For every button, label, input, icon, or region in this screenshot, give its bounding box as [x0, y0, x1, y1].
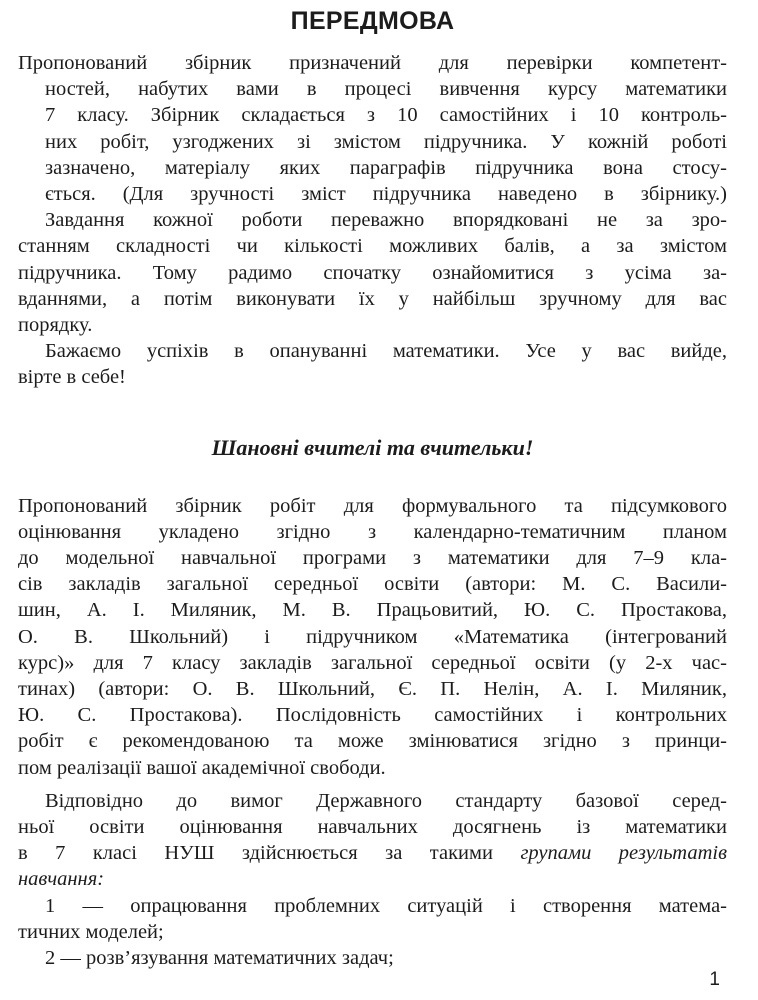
text-line: вданнями, а потім виконувати їх у найбільш зручному для вас — [18, 287, 727, 310]
text-line: О. В. Школьний) і підручником «Математика (інтегрований — [18, 625, 727, 648]
text-fragment: в 7 класі НУШ здійснюється за такими — [18, 842, 521, 865]
text-line: Завдання кожної роботи переважно впорядковані не за зро- — [45, 209, 727, 232]
text-line: 7 класу. Збірник складається з 10 самостійних і 10 контроль- — [45, 104, 727, 127]
preface-paragraph-3 — [18, 338, 727, 390]
text-line: до модельної навчальної програми з математики для 7–9 кла- — [18, 547, 727, 570]
text-line: Ю. С. Простакова). Послідовність самостійних і контрольних — [18, 704, 727, 727]
text-line: ється. (Для зручності зміст підручника наведено в збірнику.) — [45, 183, 727, 206]
text-line: ностей, набутих вами в процесі вивчення курсу математики — [45, 78, 727, 101]
text-line: тичних моделей; — [18, 920, 164, 943]
text-line: оцінювання укладено згідно з календарно-тематичним планом — [18, 520, 727, 543]
text-line: зазначено, матеріалу яких параграфів підручника вона стосу- — [45, 156, 727, 179]
teachers-paragraph-1 — [18, 493, 727, 781]
emphasis-text: групами результатів — [520, 842, 727, 865]
text-line: робіт є рекомендованою та може змінюватися згідно з принци- — [18, 730, 727, 753]
text-line: ньої освіти оцінювання навчальних досягнень із математики — [18, 816, 727, 839]
text-line: Пропонований збірник робіт для формувального та підсумкового — [18, 494, 727, 517]
text-line: підручника. Тому радимо спочатку ознайомитися з усіма за- — [18, 261, 727, 284]
page-title: ПЕРЕДМОВА — [290, 7, 455, 35]
preface-paragraph-2 — [18, 207, 727, 338]
emphasis-text: навчання: — [18, 868, 105, 891]
teachers-paragraph-2 — [18, 788, 727, 893]
text-line: 2 — розв’язування математичних задач; — [45, 947, 394, 970]
page-number: 1 — [709, 969, 720, 990]
text-line: Пропонований збірник призначений для перевірки компетент- — [18, 52, 727, 74]
document-page — [18, 4, 727, 971]
text-line: Відповідно до вимог Державного стандарту базової серед- — [45, 789, 727, 812]
section-heading: Шановні вчителі та вчительки! — [211, 434, 534, 460]
text-line: шин, А. І. Миляник, М. В. Працьовитий, Ю. С. Простакова, — [18, 599, 727, 622]
text-line: пом реалізації вашої академічної свободи. — [18, 756, 386, 779]
list-item-2 — [18, 945, 727, 971]
text-line: вірте в себе! — [18, 366, 126, 389]
text-line: курс)» для 7 класу закладів загальної середньої освіти (у 2-х час- — [18, 651, 727, 674]
list-item-1 — [18, 893, 727, 945]
text-line — [18, 840, 727, 866]
text-line: тинах) (автори: О. В. Школьний, Є. П. Нелін, А. І. Миляник, — [18, 678, 727, 701]
text-line: станням складності чи кількості можливих балів, а за змістом — [18, 235, 727, 258]
text-line: сів закладів загальної середньої освіти (автори: М. С. Васили- — [18, 573, 727, 596]
text-line: них робіт, узгоджених зі змістом підручника. У кожній роботі — [45, 130, 727, 153]
text-line: 1 — опрацювання проблемних ситуацій і створення матема- — [45, 894, 727, 917]
text-line: Бажаємо успіхів в опануванні математики. Усе у вас вийде, — [45, 340, 727, 363]
preface-paragraph-1 — [18, 50, 727, 207]
text-line: порядку. — [18, 314, 93, 337]
